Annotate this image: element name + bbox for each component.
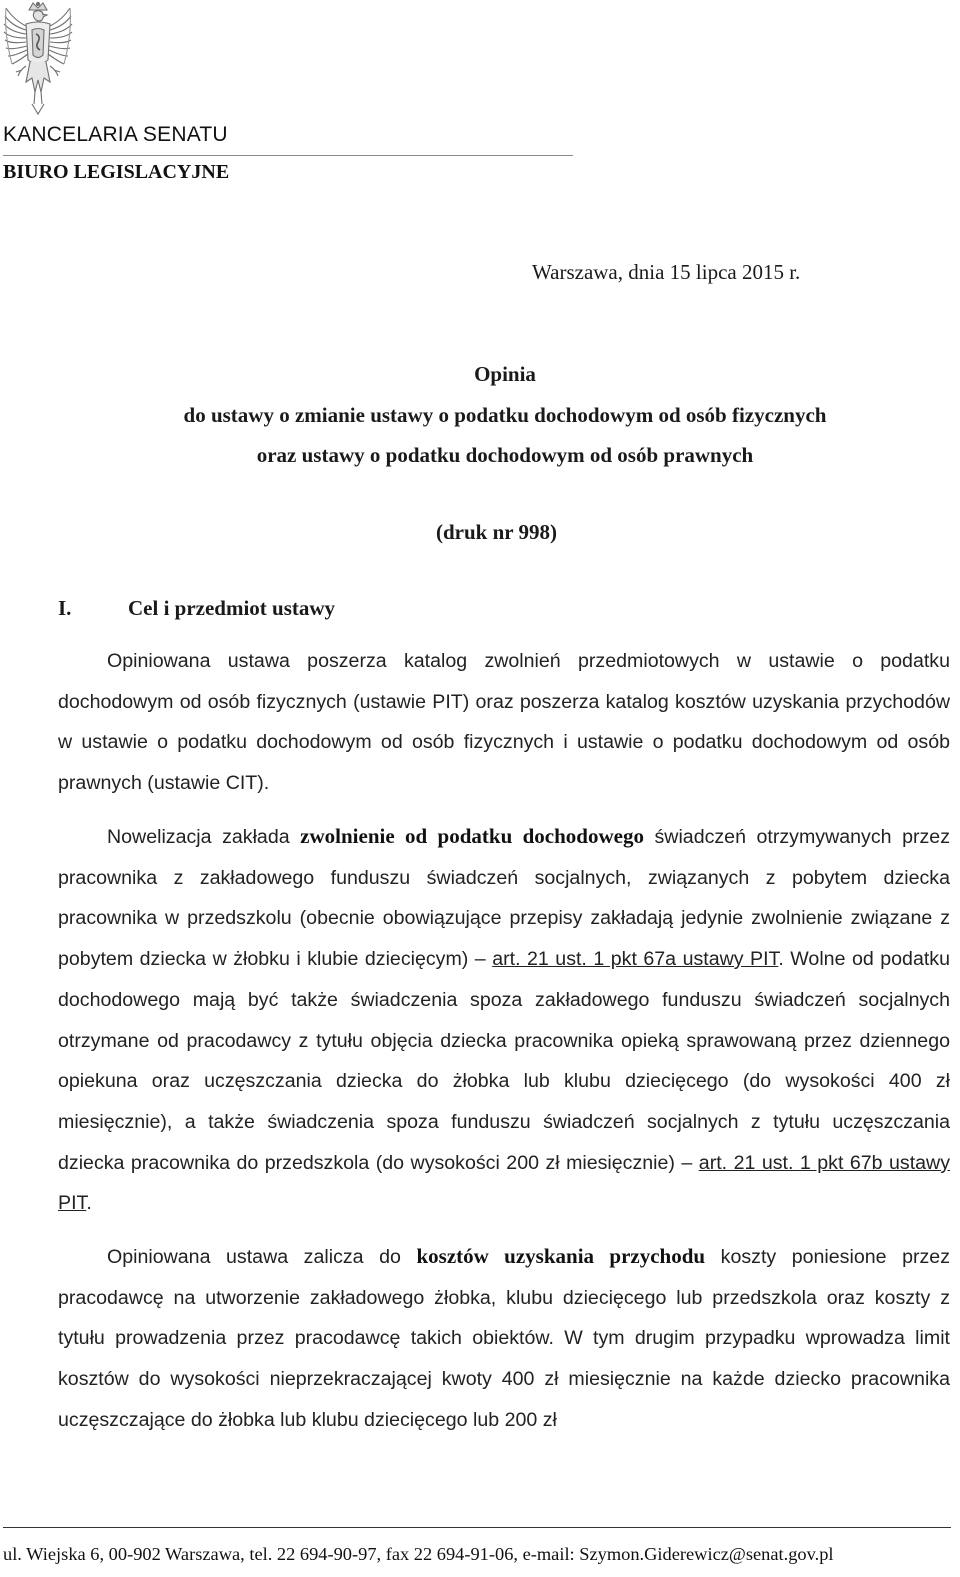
paragraph-3-text-a: Opiniowana ustawa zalicza do (107, 1246, 417, 1268)
paragraph-2-text-e: . Wolne od podatku dochodowego mają być także świadczenia spoza zakładowego funduszu świadczeń socjalnych otrzymane od pracodawcy z tytułu objęcia dziecka pracownika opieką sprawowaną przez dziennego opiekuna oraz uczęszczania dziecka do żłobka lub klubu dziecięcego (do wysokości 400 zł miesięcznie), a także świadczenia spoza funduszu świadczeń socjalnych z tytułu uczęszczania dziecka pracownika do przedszkola (do wysokości 200 zł miesięcznie) – (58, 948, 950, 1174)
paragraph-3-emphasis: kosztów uzyskania przychodu (416, 1244, 706, 1268)
paragraph-1 (58, 641, 950, 804)
document-title: Opinia (474, 362, 536, 386)
paragraph-1-text: Opiniowana ustawa poszerza katalog zwolnień przedmiotowych w ustawie o podatku dochodowym od osób fizycznych (ustawie PIT) oraz poszerza katalog kosztów uzyskania przychodów w ustawie o podatku dochodowym od osób fizycznych i ustawie o podatku dochodowym od osób prawnych (ustawie CIT). (58, 650, 950, 795)
header-divider (3, 155, 573, 156)
senate-eagle-emblem-icon (2, 0, 74, 118)
paragraph-3-text-c: koszty poniesione przez pracodawcę na utworzenie zakładowego żłobka, klubu dziecięcego lub przedszkola oraz koszty z tytułu prowadzenia przez pracodawcę takich obiektów. W tym drugim przypadku wprowadza limit kosztów do wysokości nieprzekraczającej kwoty 400 zł miesięcznie na każde dziecko pracownika uczęszczające do żłobka lub klubu dziecięcego lub 200 zł (58, 1246, 950, 1431)
document-date: Warszawa, dnia 15 lipca 2015 r. (532, 260, 801, 284)
paragraph-2-text-a: Nowelizacja zakłada (107, 826, 301, 848)
section-heading: Cel i przedmiot ustawy (128, 596, 336, 620)
reference-art21-pkt67a: art. 21 ust. 1 pkt 67a ustawy PIT (492, 948, 779, 971)
paragraph-2-text-g: . (86, 1192, 92, 1215)
print-number: (druk nr 998) (436, 520, 557, 544)
reference-art21-pkt67b: art. 21 ust. 1 pkt 67b ustawy PIT (58, 1151, 950, 1215)
section-number: I. (58, 596, 72, 620)
paragraph-3 (58, 1236, 950, 1441)
footer-divider (3, 1527, 951, 1528)
paragraph-2-text-c: świadczeń otrzymywanych przez pracownika z zakładowego funduszu świadczeń socjalnych, związanych z pobytem dziecka pracownika w przedszkolu (obecnie obowiązujące przepisy zakładają jedynie zwolnienie związane z pobytem dziecka w żłobku i klubie dziecięcym) – (58, 826, 950, 971)
org-name-biuro: BIURO LEGISLACYJNE (3, 161, 230, 183)
footer-contact: ul. Wiejska 6, 00-902 Warszawa, tel. 22 694-90-97, fax 22 694-91-06, e-mail: Szymon.Giderewicz@senat.gov.pl (3, 1544, 834, 1564)
document-subtitle-line1: do ustawy o zmianie ustawy o podatku dochodowym od osób fizycznych (183, 403, 827, 427)
document-subtitle-line2: oraz ustawy o podatku dochodowym od osób prawnych (256, 443, 754, 467)
paragraph-2 (58, 816, 950, 1224)
paragraph-2-emphasis: zwolnienie od podatku dochodowego (300, 824, 644, 848)
org-name-kancelaria: KANCELARIA SENATU (3, 123, 228, 146)
